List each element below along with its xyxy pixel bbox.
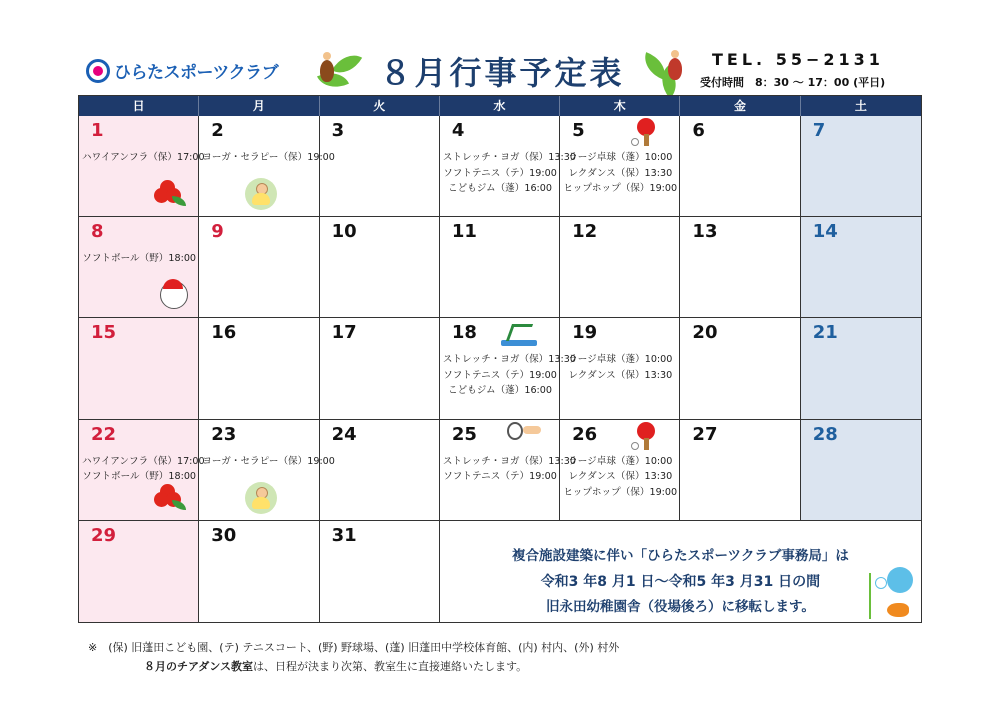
ladybug-icon xyxy=(668,58,682,80)
event-list xyxy=(82,454,205,485)
day-number: 30 xyxy=(211,524,237,546)
day-number: 12 xyxy=(572,221,598,243)
day-cell xyxy=(801,217,921,318)
tennis-icon xyxy=(505,420,545,442)
day-cell xyxy=(199,116,335,217)
day-cell xyxy=(680,116,800,217)
event-item: こどもジム（蓬）16:00 xyxy=(447,183,552,194)
day-number: 23 xyxy=(211,423,237,445)
event-list xyxy=(442,352,576,399)
event-list xyxy=(82,150,205,166)
stretch-icon xyxy=(501,320,537,346)
weekday-header xyxy=(79,96,921,116)
day-number: 2 xyxy=(211,120,224,141)
page-title: ８月行事予定表 xyxy=(379,54,625,92)
event-item: ハワイアンフラ（保）17:00 xyxy=(82,152,205,163)
day-cell xyxy=(440,116,576,217)
ping-pong-icon xyxy=(631,422,659,450)
day-cell xyxy=(79,116,205,217)
event-item: ソフトボール（野）18:00 xyxy=(82,253,197,265)
calendar xyxy=(78,95,922,623)
day-cell xyxy=(79,318,199,419)
event-item: ソフトテニス（テ）19:00 xyxy=(443,471,557,483)
cheer-dance-title: ８月のチアダンス教室 xyxy=(144,660,254,673)
club-logo xyxy=(86,58,278,83)
day-cell xyxy=(560,420,680,521)
day-number: 31 xyxy=(331,524,357,546)
calendar-grid xyxy=(79,116,921,622)
event-item: ラージ卓球（蓬）10:00 xyxy=(568,354,673,366)
event-list xyxy=(442,454,576,485)
day-number: 22 xyxy=(91,423,117,445)
day-cell xyxy=(199,318,319,419)
day-cell xyxy=(801,318,921,419)
title-area xyxy=(312,40,692,100)
cheer-dance-detail: は、日程が決まり次第、教室生に直接連絡いたします。 xyxy=(253,660,528,673)
day-number: 7 xyxy=(812,120,826,141)
event-item: ソフトテニス（テ）19:00 xyxy=(443,167,557,179)
weekday-sat: 土 xyxy=(854,99,867,113)
day-number: 19 xyxy=(572,322,598,344)
event-list xyxy=(82,251,196,267)
day-number: 6 xyxy=(692,120,705,141)
event-list xyxy=(202,150,335,166)
day-number: 4 xyxy=(451,120,465,141)
day-number: 28 xyxy=(812,423,838,445)
hibiscus-icon xyxy=(154,178,184,208)
bubble-icon xyxy=(887,567,913,593)
day-cell xyxy=(680,420,800,521)
day-number: 1 xyxy=(91,120,104,141)
day-cell xyxy=(79,217,199,318)
club-logo-mark-icon xyxy=(86,59,110,83)
event-item: こどもジム（蓬）16:00 xyxy=(447,385,552,397)
day-cell xyxy=(320,217,440,318)
day-cell xyxy=(801,116,921,217)
event-item: ストレッチ・ヨガ（保）13:30 xyxy=(442,152,576,163)
event-item: ハワイアンフラ（保）17:00 xyxy=(82,455,205,467)
goldfish-icon xyxy=(887,603,909,617)
day-number: 21 xyxy=(812,322,838,344)
day-cell xyxy=(680,318,800,419)
day-cell xyxy=(560,318,680,419)
day-cell xyxy=(320,116,440,217)
day-number: 20 xyxy=(692,322,718,344)
notice-text xyxy=(440,543,921,619)
day-cell xyxy=(199,521,319,622)
day-number: 13 xyxy=(692,221,718,243)
event-list xyxy=(563,150,677,197)
event-item: ソフトボール（野）18:00 xyxy=(82,471,197,483)
day-cell xyxy=(801,420,921,521)
club-logo-text: ひらたスポーツクラブ xyxy=(114,63,279,83)
day-cell xyxy=(440,420,576,521)
day-cell xyxy=(320,420,440,521)
cheer-dance-note xyxy=(88,657,619,676)
day-number: 29 xyxy=(91,524,117,546)
notice-line: 令和3 年8 月1 日〜令和5 年3 月31 日の間 xyxy=(540,573,821,590)
event-list xyxy=(202,454,335,470)
day-number: 14 xyxy=(812,221,838,243)
day-cell xyxy=(680,217,800,318)
yoga-icon xyxy=(245,178,277,210)
weekday-tue: 火 xyxy=(320,96,440,116)
day-cell xyxy=(79,521,199,622)
weekday-thu: 木 xyxy=(560,96,680,116)
day-number: 5 xyxy=(572,120,585,141)
event-item: ストレッチ・ヨガ（保）13:30 xyxy=(442,455,576,467)
event-item: レクダンス（保）13:30 xyxy=(568,369,673,381)
event-item: ヨーガ・セラピー（保）19:00 xyxy=(202,455,335,467)
event-item: ヒップホップ（保）19:00 xyxy=(563,486,678,498)
weekday-wed: 水 xyxy=(440,96,560,116)
event-list xyxy=(563,352,677,383)
day-number: 8 xyxy=(91,221,104,243)
day-number: 17 xyxy=(331,322,357,344)
day-cell xyxy=(440,217,560,318)
day-cell xyxy=(199,217,319,318)
day-cell xyxy=(440,318,576,419)
day-number: 15 xyxy=(91,322,117,344)
day-number: 18 xyxy=(451,322,477,344)
event-item: ヒップホップ（保）19:00 xyxy=(563,183,678,194)
notice-line: 旧永田幼稚園舎（役場後ろ）に移転します。 xyxy=(545,598,815,615)
office-hours: 受付時間 8：30 〜 17：00 (平日) xyxy=(700,76,886,89)
footer-notes xyxy=(88,638,619,676)
ping-pong-icon xyxy=(631,118,659,146)
day-number: 10 xyxy=(331,221,357,243)
event-item: ソフトテニス（テ）19:00 xyxy=(443,369,557,381)
day-number: 26 xyxy=(572,423,598,445)
notice-line: 複合施設建築に伴い「ひらたスポーツクラブ事務局」は xyxy=(512,547,849,564)
relocation-notice xyxy=(440,521,921,622)
day-number: 27 xyxy=(692,423,718,445)
day-cell xyxy=(199,420,335,521)
day-cell xyxy=(320,318,440,419)
event-item: レクダンス（保）13:30 xyxy=(568,167,673,179)
weekday-sun: 日 xyxy=(79,96,199,116)
event-item: ヨーガ・セラピー（保）19:00 xyxy=(202,152,335,163)
day-cell xyxy=(320,521,440,622)
day-number: 11 xyxy=(451,221,477,243)
event-list xyxy=(563,454,677,501)
day-cell xyxy=(560,116,680,217)
telephone-number: TEL. 55−2131 xyxy=(712,50,884,69)
event-item: ラージ卓球（蓬）10:00 xyxy=(568,152,673,163)
ladybug-icon xyxy=(320,60,334,82)
event-item: ラージ卓球（蓬）10:00 xyxy=(568,455,673,467)
baseball-icon xyxy=(160,281,188,309)
event-item: レクダンス（保）13:30 xyxy=(568,471,673,483)
event-list xyxy=(442,150,576,197)
day-number: 3 xyxy=(331,120,345,141)
event-item: ストレッチ・ヨガ（保）13:30 xyxy=(442,354,576,366)
day-cell xyxy=(560,217,680,318)
day-number: 25 xyxy=(451,423,477,445)
day-number: 9 xyxy=(211,221,224,243)
day-number: 24 xyxy=(331,423,357,445)
bubble-icon xyxy=(875,577,887,589)
weekday-mon: 月 xyxy=(199,96,319,116)
day-cell xyxy=(79,420,205,521)
day-number: 16 xyxy=(211,322,237,344)
location-legend: ※ (保) 旧蓬田こども園、(テ) テニスコート、(野) 野球場、(蓬) 旧蓬田中学校体育館、(内) 村内、(外) 村外 xyxy=(88,641,620,654)
hibiscus-icon xyxy=(154,482,184,512)
weekday-fri: 金 xyxy=(680,96,800,116)
yoga-icon xyxy=(245,482,277,514)
